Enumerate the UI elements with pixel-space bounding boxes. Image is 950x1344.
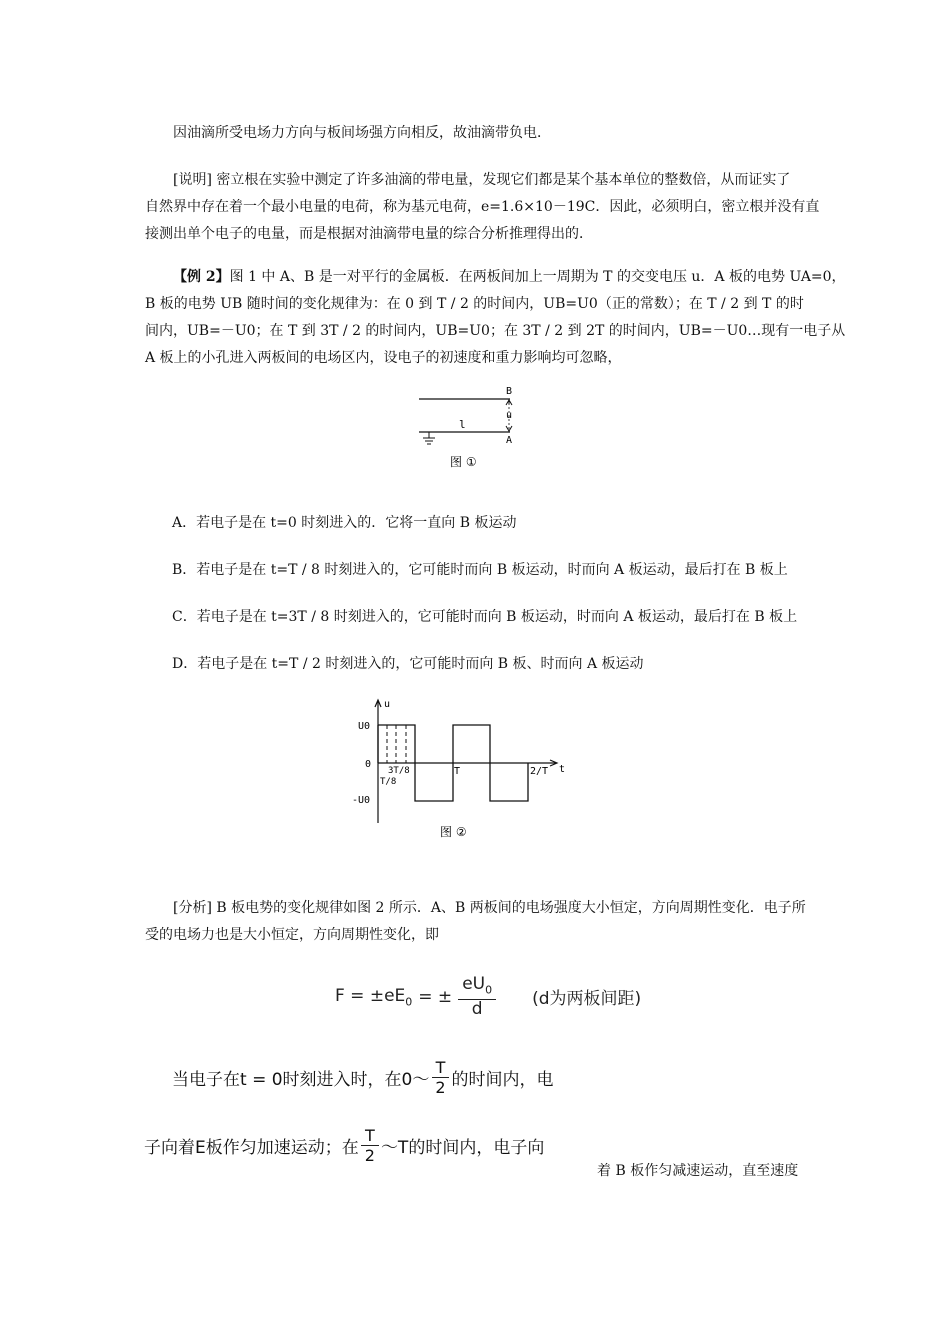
explanation-line-2 bbox=[144, 1126, 544, 1165]
figure-2-voltage-graph bbox=[348, 695, 568, 845]
neg-u0-label: -U0 bbox=[352, 795, 371, 806]
formula-numerator-sub: 0 bbox=[485, 983, 493, 997]
tick-label-3t8: 3T/8 bbox=[388, 766, 410, 776]
explanation-2-text-a: 子向着E板作匀加速运动；在 bbox=[144, 1138, 359, 1158]
formula-lhs: F = ±eE bbox=[335, 985, 406, 1006]
explanation-1-text-b: 的时间内，电 bbox=[451, 1070, 554, 1090]
fraction-numerator: T bbox=[432, 1058, 450, 1078]
example-line-4: A 板上的小孔进入两板间的电场区内，设电子的初速度和重力影响均可忽略， bbox=[145, 350, 622, 366]
fraction-t-over-2 bbox=[431, 1058, 449, 1097]
option-b: B．若电子是在 t=T / 8 时刻进入的，它可能时而向 B 板运动，时而向 A 板运动，最后打在 B 板上 bbox=[172, 562, 788, 578]
paragraph-analysis bbox=[145, 895, 805, 949]
example-line-1: 图 1 中 A、B 是一对平行的金属板．在两板间加上一周期为 T 的交变电压 u．A 板的电势 UA=0， bbox=[229, 269, 846, 285]
option-c: C．若电子是在 t=3T / 8 时刻进入的，它可能时而向 B 板运动，时而向 A 板运动，最后打在 B 板上 bbox=[172, 609, 798, 625]
paragraph-conclusion bbox=[145, 120, 805, 147]
u0-label: U0 bbox=[358, 721, 371, 732]
paragraph-explanation bbox=[145, 167, 820, 248]
force-formula bbox=[335, 975, 641, 1018]
tick-label-t: T bbox=[454, 766, 461, 777]
formula-fraction bbox=[458, 975, 496, 1018]
figure-1-caption: 图 ① bbox=[450, 455, 477, 469]
fraction-denominator: 2 bbox=[435, 1078, 446, 1097]
y-axis-label: u bbox=[384, 699, 391, 710]
voltage-u-label: u bbox=[506, 410, 513, 421]
explanation-1-text-a: 当电子在t = 0时刻进入时，在0～ bbox=[172, 1070, 430, 1090]
plate-b-label: B bbox=[506, 386, 513, 397]
tick-label-2t: 2/T bbox=[530, 766, 549, 777]
formula-eq: = ± bbox=[418, 986, 453, 1007]
explanation-line-3: 接测出单个电子的电量，而是根据对油滴带电量的综合分析推理得出的． bbox=[145, 226, 593, 242]
explanation-line-2: 自然界中存在着一个最小电量的电荷，称为基元电荷，e=1.6×10－19C．因此，必须明白，密立根并没有直 bbox=[145, 199, 820, 215]
formula-denominator: d bbox=[471, 999, 483, 1020]
zero-label: 0 bbox=[365, 759, 372, 770]
explanation-2-text-b: ～T的时间内，电子向 bbox=[380, 1138, 545, 1158]
figure-1-plates-diagram bbox=[405, 380, 535, 475]
figure-2-caption: 图 ② bbox=[440, 825, 467, 839]
example-line-2: B 板的电势 UB 随时间的变化规律为：在 0 到 T / 2 的时间内，UB=U0（正的常数）；在 T / 2 到 T 的时 bbox=[145, 296, 804, 312]
formula-note: (d为两板间距) bbox=[532, 989, 642, 1010]
fraction-denominator: 2 bbox=[364, 1146, 375, 1165]
formula-lhs-sub: 0 bbox=[405, 994, 413, 1008]
formula-numerator: eU bbox=[462, 974, 486, 994]
fraction-numerator: T bbox=[361, 1126, 379, 1146]
example-tag: 【例 2】 bbox=[173, 269, 230, 285]
analysis-line-2: 受的电场力也是大小恒定，方向周期性变化，即 bbox=[145, 927, 439, 943]
plate-a-label: A bbox=[506, 435, 513, 446]
option-a: A．若电子是在 t=0 时刻进入的．它将一直向 B 板运动 bbox=[172, 515, 517, 531]
explanation-tail: 着 B 板作匀减速运动，直至速度 bbox=[597, 1163, 799, 1179]
fraction-t-over-2 bbox=[361, 1126, 379, 1165]
option-d: D．若电子是在 t=T / 2 时刻进入的，它可能时而向 B 板、时而向 A 板运动 bbox=[172, 656, 644, 672]
x-axis-label: t bbox=[559, 764, 566, 775]
example-line-3: 间内，UB=－U0；在 T 到 3T / 2 的时间内，UB=U0；在 3T / 2 到 2T 的时间内，UB=－U0…现有一电子从 bbox=[145, 323, 846, 339]
paragraph-example-2 bbox=[145, 264, 846, 372]
explanation-line-1 bbox=[172, 1058, 554, 1097]
analysis-line-1: [分析] B 板电势的变化规律如图 2 所示．A、B 两板间的电场强度大小恒定，方向周期性变化．电子所 bbox=[173, 900, 806, 916]
paragraph-text: 因油滴所受电场力方向与板间场强方向相反，故油滴带负电． bbox=[173, 125, 551, 141]
tick-label-t8: T/8 bbox=[380, 777, 397, 787]
explanation-line-1: [说明] 密立根在实验中测定了许多油滴的带电量，发现它们都是某个基本单位的整数倍，从而证实了 bbox=[173, 172, 791, 188]
distance-l-label: l bbox=[459, 418, 466, 431]
